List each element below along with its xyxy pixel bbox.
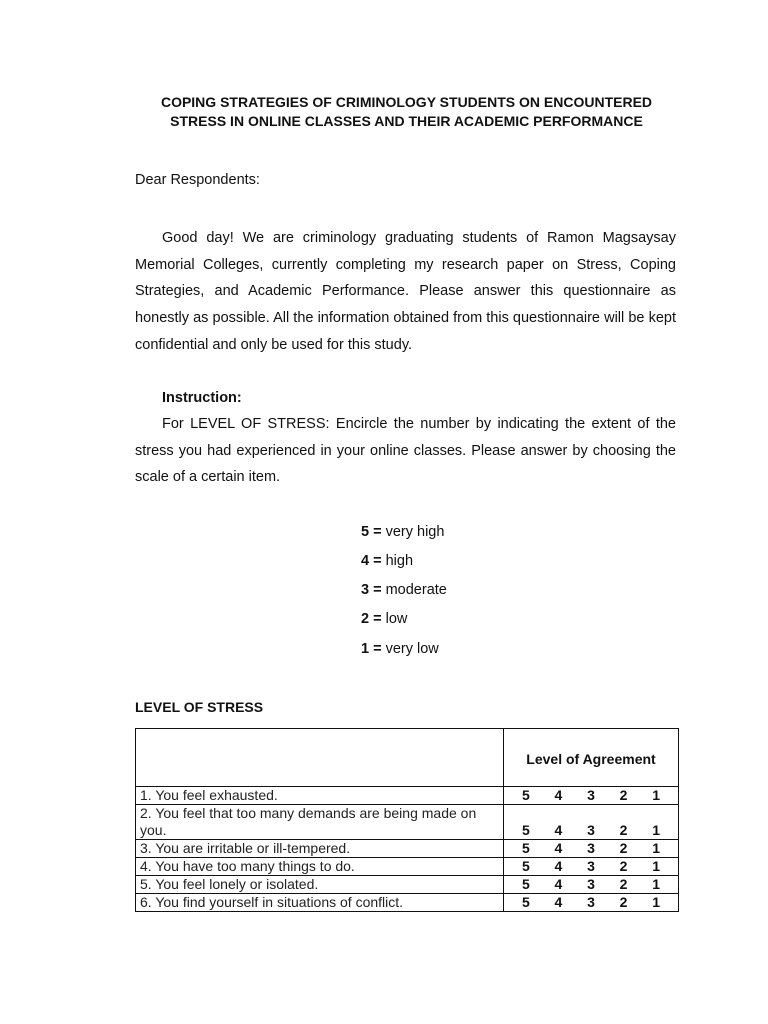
salutation: Dear Respondents:: [135, 172, 260, 188]
item-statement: [136, 858, 504, 876]
table-row: [136, 858, 679, 876]
scale-option-3[interactable]: 3: [587, 787, 595, 803]
scale-key-3: 3 =: [361, 582, 382, 598]
scale-key-4: 4 =: [361, 553, 382, 569]
scale-legend-1: [361, 639, 439, 659]
scale-label-3: moderate: [381, 582, 447, 598]
scale-option-2[interactable]: 2: [619, 787, 628, 803]
item-text-4: 4. You have too many things to do.: [140, 858, 355, 874]
scale-option-2[interactable]: 2: [619, 840, 628, 856]
table-row: [136, 894, 679, 912]
scale-option-4[interactable]: 4: [554, 876, 563, 892]
item-statement: [136, 840, 504, 858]
scale-option-2[interactable]: 2: [619, 858, 628, 874]
scale-option-3[interactable]: 3: [587, 822, 595, 838]
scale-option-3[interactable]: 3: [587, 876, 595, 892]
header-agreement-cell: [504, 729, 679, 787]
scale-option-1[interactable]: 1: [652, 787, 660, 803]
scale-option-5[interactable]: 5: [522, 894, 530, 910]
scale-option-5[interactable]: 5: [522, 876, 530, 892]
stress-survey-table: [135, 728, 679, 912]
level-of-agreement-header: Level of Agreement: [526, 751, 656, 767]
scale-option-2[interactable]: 2: [619, 894, 628, 910]
item-text-1: 1. You feel exhausted.: [140, 787, 278, 803]
item-text-6: 6. You find yourself in situations of conflict.: [140, 894, 404, 910]
scale-option-1[interactable]: 1: [652, 894, 660, 910]
item-text-2: 2. You feel that too many demands are being made on you.: [140, 805, 477, 838]
table-row: [136, 805, 679, 840]
scale-label-2: low: [381, 611, 408, 627]
scale-key-5: 5 =: [361, 524, 382, 540]
scale-option-3[interactable]: 3: [587, 840, 595, 856]
scale-option-2[interactable]: 2: [619, 822, 628, 838]
item-scale: [504, 876, 679, 894]
scale-option-4[interactable]: 4: [554, 787, 563, 803]
item-statement: [136, 894, 504, 912]
scale-option-5[interactable]: 5: [522, 787, 530, 803]
header-blank-cell: [136, 729, 504, 787]
scale-legend-2: [361, 609, 407, 629]
document-title-line-2: STRESS IN ONLINE CLASSES AND THEIR ACADEMIC PERFORMANCE: [170, 113, 643, 129]
scale-option-5[interactable]: 5: [522, 858, 530, 874]
scale-key-1: 1 =: [361, 641, 382, 657]
table-row: [136, 787, 679, 805]
instruction-paragraph: For LEVEL OF STRESS: Encircle the number by indicating the extent of the stress you had experienced in your online classes. Please answer by choosing the scale of a certain item.: [135, 416, 676, 486]
item-statement: [136, 787, 504, 805]
scale-option-3[interactable]: 3: [587, 858, 595, 874]
scale-option-4[interactable]: 4: [554, 858, 563, 874]
scale-legend-3: [361, 580, 447, 600]
item-scale: [504, 805, 679, 840]
instruction-heading: Instruction:: [162, 390, 242, 406]
scale-option-2[interactable]: 2: [619, 876, 628, 892]
item-text-5: 5. You feel lonely or isolated.: [140, 876, 319, 892]
item-scale: [504, 894, 679, 912]
table-row: [136, 840, 679, 858]
item-statement: [136, 876, 504, 894]
item-scale: [504, 787, 679, 805]
scale-key-2: 2 =: [361, 611, 382, 627]
item-statement: [136, 805, 504, 840]
scale-label-1: very low: [381, 641, 439, 657]
item-scale: [504, 858, 679, 876]
scale-option-5[interactable]: 5: [522, 822, 530, 838]
scale-option-4[interactable]: 4: [554, 894, 563, 910]
scale-option-1[interactable]: 1: [652, 876, 660, 892]
scale-option-4[interactable]: 4: [554, 822, 563, 838]
scale-option-4[interactable]: 4: [554, 840, 563, 856]
scale-legend-5: [361, 522, 444, 542]
item-text-3: 3. You are irritable or ill-tempered.: [140, 840, 351, 856]
scale-option-5[interactable]: 5: [522, 840, 530, 856]
scale-label-4: high: [381, 553, 414, 569]
scale-label-5: very high: [381, 524, 445, 540]
table-row: [136, 876, 679, 894]
scale-option-1[interactable]: 1: [652, 840, 660, 856]
document-title-line-1: COPING STRATEGIES OF CRIMINOLOGY STUDENTS ON ENCOUNTERED: [160, 94, 653, 110]
scale-option-1[interactable]: 1: [652, 858, 660, 874]
scale-option-3[interactable]: 3: [587, 894, 595, 910]
scale-legend-4: [361, 551, 413, 571]
section-heading: LEVEL OF STRESS: [135, 699, 264, 715]
scale-option-1[interactable]: 1: [652, 822, 660, 838]
item-scale: [504, 840, 679, 858]
table-header-row: [136, 729, 679, 787]
intro-paragraph: Good day! We are criminology graduating students of Ramon Magsaysay Memorial Colleges, currently completing my research paper on Stress, Coping Strategies, and Academic Performance. Please answer this questionnaire as honestly as possible. All the information obtained from this questionnaire will be kept confidential and only be used for this study.: [135, 230, 676, 353]
